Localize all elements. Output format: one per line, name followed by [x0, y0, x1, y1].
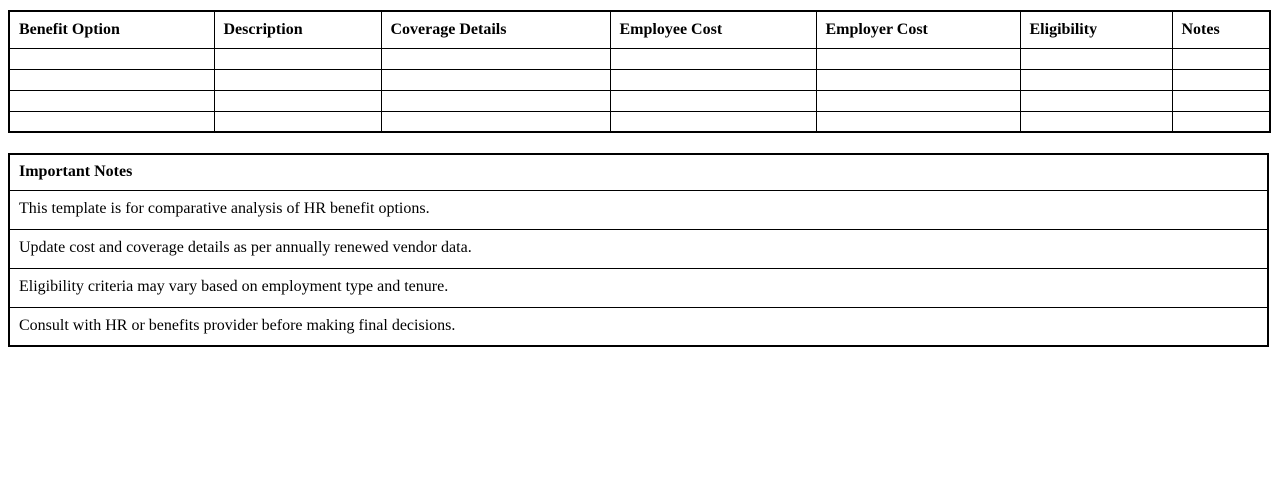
important-notes-header-row	[9, 154, 1268, 190]
empty-cell[interactable]	[381, 48, 610, 69]
empty-cell[interactable]	[214, 69, 381, 90]
column-header-eligibility: Eligibility	[1020, 11, 1172, 48]
empty-cell[interactable]	[1020, 48, 1172, 69]
empty-cell[interactable]	[610, 69, 816, 90]
empty-cell[interactable]	[1020, 69, 1172, 90]
empty-cell[interactable]	[9, 69, 214, 90]
empty-cell[interactable]	[1172, 90, 1270, 111]
column-header-description: Description	[214, 11, 381, 48]
note-text: Eligibility criteria may vary based on employment type and tenure.	[9, 268, 1268, 307]
empty-cell[interactable]	[816, 111, 1020, 132]
empty-cell[interactable]	[816, 48, 1020, 69]
empty-cell[interactable]	[610, 90, 816, 111]
empty-cell[interactable]	[214, 48, 381, 69]
column-header-coverage-details: Coverage Details	[381, 11, 610, 48]
empty-cell[interactable]	[1020, 90, 1172, 111]
important-notes-header: Important Notes	[9, 154, 1268, 190]
note-row	[9, 268, 1268, 307]
empty-cell[interactable]	[1172, 48, 1270, 69]
column-header-employee-cost: Employee Cost	[610, 11, 816, 48]
empty-cell[interactable]	[1020, 111, 1172, 132]
empty-cell[interactable]	[381, 69, 610, 90]
benefits-empty-row	[9, 111, 1270, 132]
note-text: Consult with HR or benefits provider before making final decisions.	[9, 307, 1268, 346]
empty-cell[interactable]	[816, 90, 1020, 111]
benefits-empty-row	[9, 69, 1270, 90]
empty-cell[interactable]	[9, 48, 214, 69]
empty-cell[interactable]	[9, 111, 214, 132]
column-header-employer-cost: Employer Cost	[816, 11, 1020, 48]
empty-cell[interactable]	[816, 69, 1020, 90]
empty-cell[interactable]	[214, 111, 381, 132]
empty-cell[interactable]	[9, 90, 214, 111]
empty-cell[interactable]	[381, 111, 610, 132]
empty-cell[interactable]	[381, 90, 610, 111]
empty-cell[interactable]	[610, 111, 816, 132]
column-header-notes: Notes	[1172, 11, 1270, 48]
note-text: Update cost and coverage details as per annually renewed vendor data.	[9, 229, 1268, 268]
column-header-benefit-option: Benefit Option	[9, 11, 214, 48]
empty-cell[interactable]	[610, 48, 816, 69]
important-notes-table	[8, 153, 1269, 347]
empty-cell[interactable]	[1172, 69, 1270, 90]
benefits-empty-row	[9, 90, 1270, 111]
empty-cell[interactable]	[1172, 111, 1270, 132]
note-row	[9, 190, 1268, 229]
note-text: This template is for comparative analysis of HR benefit options.	[9, 190, 1268, 229]
benefits-empty-row	[9, 48, 1270, 69]
note-row	[9, 229, 1268, 268]
benefits-header-row	[9, 11, 1270, 48]
note-row	[9, 307, 1268, 346]
empty-cell[interactable]	[214, 90, 381, 111]
benefits-table	[8, 10, 1271, 133]
